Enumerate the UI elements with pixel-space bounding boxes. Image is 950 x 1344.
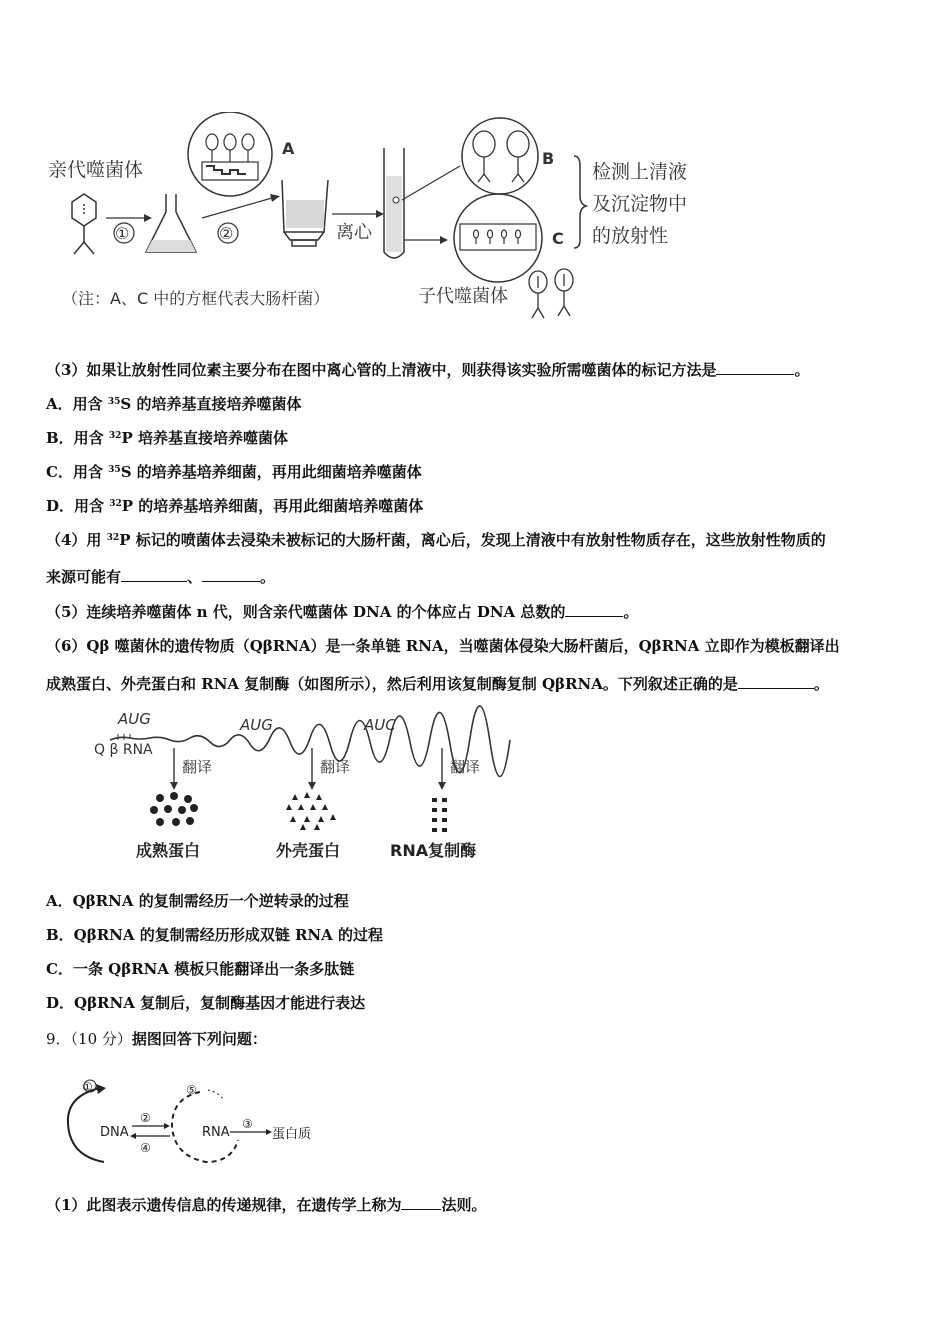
rna-label: RNA <box>202 1125 230 1140</box>
q6-line1-text: （6）Qβ 噬菌休的遗传物质（QβRNA）是一条单链 RNA，当噬菌体侵染大肠杆菌后，QβRNA 立即作为模板翻译出 <box>46 637 840 655</box>
q4-line2-text: 来源可能有 <box>46 568 122 586</box>
q9-1-line <box>46 1194 486 1216</box>
q9-number: 9． <box>46 1030 71 1048</box>
q3-option-c-sup: 35 <box>108 465 121 475</box>
q3-end: 。 <box>794 361 810 379</box>
parent-phage-label: 亲代噬菌体 <box>48 159 144 181</box>
protein-label: 蛋白质 <box>272 1127 312 1142</box>
q5-line <box>46 601 638 623</box>
q3-option-a-post: S 的培养基直接培养噬菌体 <box>120 395 302 413</box>
q3-option-b-post: P 培养基直接培养噬菌体 <box>121 429 288 447</box>
dna-label: DNA <box>100 1125 129 1140</box>
parent-phage-icon <box>72 194 96 254</box>
q9-1-text: （1）此图表示遗传信息的传递规律，在遗传学上称为 <box>46 1196 402 1214</box>
central-dogma-diagram <box>60 1078 320 1170</box>
q3-option-a-pre: A．用含 <box>46 395 108 413</box>
q3-option-d-pre: D．用含 <box>46 497 110 515</box>
q6-line2 <box>46 673 829 695</box>
translate-label-1: 翻译 <box>182 758 213 776</box>
q4-line1 <box>46 529 826 551</box>
q6-line1 <box>46 635 840 657</box>
detect-label-line1: 检测上清液 <box>592 161 688 183</box>
q5-text: （5）连续培养噬菌体 n 代，则含亲代噬菌体 DNA 的个体应占 DNA 总数的 <box>46 603 566 621</box>
q4-answer-blank-2[interactable] <box>202 567 260 582</box>
q4-line2 <box>46 566 275 588</box>
coat-protein-label: 外壳蛋白 <box>276 841 341 860</box>
step-1-label: ① <box>115 224 130 243</box>
child-phage-label: 子代噬菌体 <box>418 286 508 307</box>
coat-protein-triangles <box>286 792 336 830</box>
label-c: C <box>552 229 564 248</box>
q3-option-a-sup: 35 <box>107 397 121 407</box>
circle-2-label: ② <box>140 1111 151 1125</box>
q4-sep: 、 <box>187 568 203 586</box>
q3-stem <box>46 359 809 381</box>
q3-option-d-sup: 32 <box>109 499 122 509</box>
mature-protein-label: 成熟蛋白 <box>136 841 201 860</box>
child-phage-icon <box>529 269 573 318</box>
q4-sup: 32 <box>106 533 120 543</box>
circle-1-label: ① <box>82 1080 93 1094</box>
q3-option-c-post: S 的培养基培养细菌，再用此细菌培养噬菌体 <box>120 463 422 481</box>
q3-option-b-sup: 32 <box>108 431 122 441</box>
q3-option-c <box>46 461 422 483</box>
q6-answer-blank[interactable] <box>738 674 814 689</box>
qbeta-translation-diagram <box>90 704 530 870</box>
aug-label-2: AUG <box>240 716 273 734</box>
label-b: B <box>542 149 555 168</box>
q6-option-a: A．QβRNA 的复制需经历一个逆转录的过程 <box>46 892 349 910</box>
replicase-squares <box>432 798 447 832</box>
q4-answer-blank-1[interactable] <box>121 567 187 582</box>
q3-option-d-post: P 的培养基培养细菌，再用此细菌培养噬菌体 <box>121 497 424 515</box>
q5-answer-blank[interactable] <box>565 602 623 617</box>
q3-option-d <box>46 495 423 517</box>
q9-text: 据图回答下列问题： <box>131 1030 267 1048</box>
q3-answer-blank[interactable] <box>716 360 794 375</box>
q9-1-answer-blank[interactable] <box>401 1195 441 1210</box>
q3-option-c-pre: C．用含 <box>46 463 109 481</box>
step-2-label: ② <box>219 224 234 243</box>
supernatant-magnifier-b <box>462 118 538 194</box>
translate-label-3: 翻译 <box>450 758 481 776</box>
circle-5-label: ⑤ <box>186 1083 197 1097</box>
q6-end: 。 <box>813 675 829 693</box>
circle-3-label: ③ <box>242 1117 253 1131</box>
phage-experiment-diagram <box>40 112 720 334</box>
centrifuge-label: 离心 <box>336 222 372 243</box>
auc-label: AUC <box>364 716 396 734</box>
q3-option-b <box>46 427 288 449</box>
q6-option-b: B．QβRNA 的复制需经历形成双链 RNA 的过程 <box>46 926 384 944</box>
q9-1-end: 法则。 <box>441 1196 487 1214</box>
q5-end: 。 <box>623 603 639 621</box>
mature-protein-dots <box>150 792 198 826</box>
q6-option-c: C．一条 QβRNA 模板只能翻译出一条多肽链 <box>46 960 355 978</box>
replicase-label: RNA复制酶 <box>390 841 477 860</box>
detect-label-line2: 及沉淀物中 <box>592 193 688 215</box>
q9-heading <box>46 1028 267 1050</box>
translate-label-2: 翻译 <box>320 758 351 776</box>
circle-4-label: ④ <box>140 1141 151 1155</box>
q4-end: 。 <box>260 568 276 586</box>
q3-option-b-pre: B．用含 <box>46 429 109 447</box>
q6-line2-text: 成熟蛋白、外壳蛋白和 RNA 复制酶（如图所示），然后利用该复制酶复制 QβRNA。下列叙述正确的是 <box>46 675 738 693</box>
q3-stem-text: （3）如果让放射性同位素主要分布在图中离心管的上清液中，则获得该实验所需噬菌体的标记方法是 <box>46 361 717 379</box>
qbeta-rna-label: Q β RNA <box>94 742 153 758</box>
detect-label-line3: 的放射性 <box>592 225 669 247</box>
q6-option-d: D．QβRNA 复制后，复制酶基因才能进行表达 <box>46 994 366 1012</box>
q3-option-a <box>46 393 301 415</box>
figure-note: （注：A、C 中的方框代表大肠杆菌） <box>62 289 330 308</box>
label-a: A <box>282 139 295 158</box>
q9-score: （10 分） <box>70 1030 132 1048</box>
q4-pre: （4）用 <box>46 531 107 549</box>
aug-label-1: AUG <box>118 710 151 728</box>
q4-line1-text: P 标记的喷菌体去浸染未被标记的大肠杆菌，离心后，发现上清液中有放射性物质存在，这些放射性物质的 <box>119 531 826 549</box>
